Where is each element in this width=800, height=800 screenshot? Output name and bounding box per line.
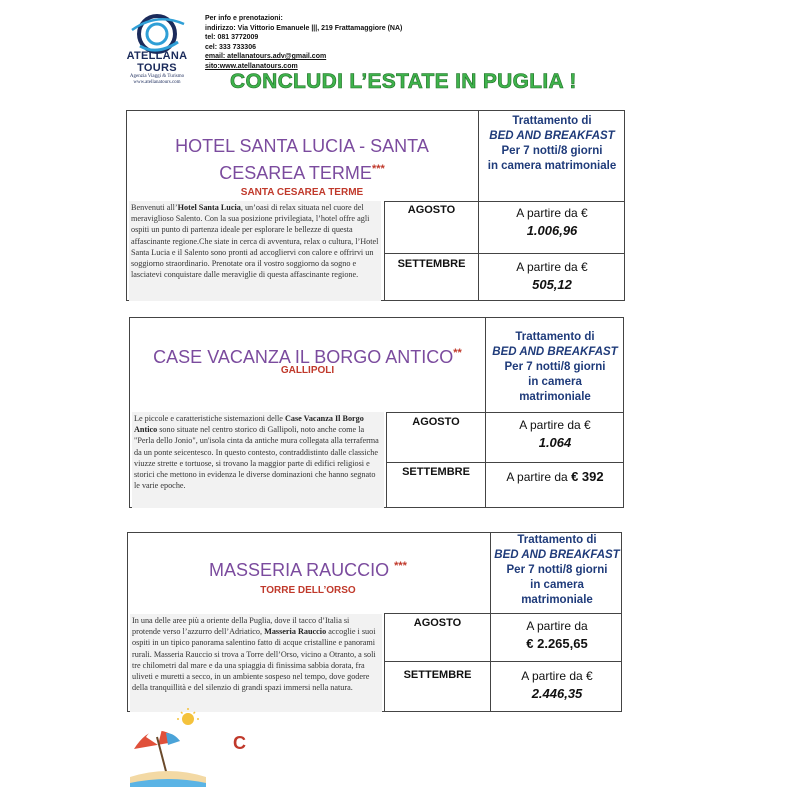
hotel-city: TORRE DELL’ORSO bbox=[260, 585, 356, 596]
sun-icon bbox=[178, 708, 198, 728]
price-settembre: A partire da € 392 bbox=[506, 469, 604, 484]
logo-brand-name: ATELLANA TOURS bbox=[126, 50, 188, 74]
hotel-description: In una delle aree più a oriente della Puglia, dove il tacco d’Italia si protende verso l’azzurro dell’Adriatico, Masseria Rauccio accoglie i suoi ospiti in un tipico panorama salentino fatto di acque cristalline e panorami rurali. Masseria Rauccio si trova a Torre dell’Orso, vicino a Otranto, a soli tre chilometri dal mare e da una spiaggia di finissima sabbia dorata, fra uliveti e muretti a secco, in un ambiente sospeso nel tempo, dove godere della tranquillità e del silenzio di grandi spazi immersi nella natura. bbox=[130, 614, 382, 712]
treatment-nights: Per 7 notti/8 giorni bbox=[504, 361, 606, 373]
treatment-nights: Per 7 notti/8 giorni bbox=[506, 564, 608, 576]
price-agosto: A partire da € 2.265,65 bbox=[526, 619, 588, 651]
offer-card-borgo-antico bbox=[129, 317, 624, 508]
page-headline: CONCLUDI L’ESTATE IN PUGLIA ! bbox=[230, 70, 577, 93]
contact-address: indirizzo: Via Vittorio Emanuele |||, 219 Frattamaggiore (NA) bbox=[205, 24, 403, 32]
hotel-city: SANTA CESAREA TERME bbox=[240, 187, 364, 198]
treatment-title: Trattamento di bbox=[517, 534, 597, 546]
month-agosto: AGOSTO bbox=[407, 204, 456, 216]
logo-subtitle: Agenzia Viaggi & Turismo bbox=[129, 74, 185, 79]
treatment-board: BED AND BREAKFAST bbox=[492, 346, 618, 358]
treatment-room: in camera bbox=[528, 376, 582, 388]
treatment-info bbox=[479, 114, 625, 174]
hotel-description: Benvenuti all’Hotel Santa Lucia, un’oasi di relax situata nel cuore del meraviglioso Salento. Con la sua posizione privilegiata, l’hotel offre agli ospiti un punto di partenza ideale per esplorare le bellezze di questa affascinante regione.Che siate in cerca di avventura, relax o cultura, l’Hotel Santa Lucia e il Salento sono pronti ad accogliervi con calore e offrirvi un soggiorno straordinario. Prenotate ora il vostro soggiorno da sogno e lasciatevi conquistare dalle meraviglie di questa affascinante regione. bbox=[129, 201, 381, 301]
month-agosto: AGOSTO bbox=[413, 617, 462, 629]
contact-mobile: cel: 333 733306 bbox=[205, 43, 256, 51]
logo-text bbox=[112, 50, 202, 86]
hotel-name-line1: CASE VACANZA IL BORGO ANTICO bbox=[153, 347, 454, 367]
treatment-board: BED AND BREAKFAST bbox=[494, 549, 620, 561]
offer-card-hotel-santa-lucia bbox=[126, 110, 625, 301]
contact-website-link[interactable]: sito:www.atellanatours.com bbox=[205, 62, 298, 70]
month-settembre: SETTEMBRE bbox=[402, 466, 470, 478]
hotel-stars: ** bbox=[453, 347, 462, 359]
logo-website: www.atellanatours.com bbox=[133, 80, 181, 85]
hotel-stars: *** bbox=[394, 560, 407, 572]
treatment-room-type: matrimoniale bbox=[519, 391, 591, 403]
treatment-title: Trattamento di bbox=[515, 331, 595, 343]
treatment-room: in camera bbox=[530, 579, 584, 591]
footer-mark: C bbox=[233, 733, 246, 753]
hotel-name-line2: CESAREA TERME bbox=[219, 163, 372, 183]
contact-intro: Per info e prenotazioni: bbox=[205, 15, 283, 22]
offer-card-masseria-rauccio bbox=[127, 532, 622, 712]
treatment-title: Trattamento di bbox=[512, 115, 592, 127]
contact-info bbox=[205, 14, 402, 72]
treatment-info bbox=[486, 330, 624, 405]
hotel-city: GALLIPOLI bbox=[280, 365, 335, 376]
month-agosto: AGOSTO bbox=[412, 416, 460, 428]
price-agosto: A partire da € 1.006,96 bbox=[516, 206, 588, 238]
price-settembre: A partire da € 2.446,35 bbox=[521, 669, 593, 701]
hotel-name bbox=[148, 555, 468, 582]
month-settembre: SETTEMBRE bbox=[397, 258, 466, 270]
hotel-stars: *** bbox=[371, 163, 385, 175]
hotel-name-line1: MASSERIA RAUCCIO bbox=[209, 560, 390, 580]
month-settembre: SETTEMBRE bbox=[403, 669, 472, 681]
hotel-description: Le piccole e caratteristiche sistemazioni delle Case Vacanza Il Borgo Antico sono situate nel centro storico di Gallipoli, noto anche come la "Perla dello Jonio", un'isola cinta da antiche mura collegata alla terraferma da un ponte seicentesco. In questo contesto, contraddistinto dalle classiche viuzze strette e tortuose, si trovano la maggior parte di edifici religiosi e storici che mettono in evidenza le diverse dominazioni che hanno segnato le varie epoche. bbox=[132, 412, 384, 508]
contact-phone: tel: 081 3772009 bbox=[205, 34, 259, 42]
hotel-name bbox=[157, 135, 447, 185]
treatment-nights: Per 7 notti/8 giorni bbox=[501, 145, 603, 157]
treatment-room-type: matrimoniale bbox=[521, 594, 593, 606]
price-agosto: A partire da € 1.064 bbox=[519, 418, 591, 450]
hotel-name-line1: HOTEL SANTA LUCIA - SANTA bbox=[175, 136, 429, 156]
price-settembre: A partire da € 505,12 bbox=[516, 260, 588, 292]
treatment-info bbox=[491, 533, 623, 608]
contact-email-link[interactable]: email: atellanatours.adv@gmail.com bbox=[205, 53, 327, 61]
treatment-room: in camera matrimoniale bbox=[487, 160, 617, 172]
treatment-board: BED AND BREAKFAST bbox=[489, 130, 615, 142]
